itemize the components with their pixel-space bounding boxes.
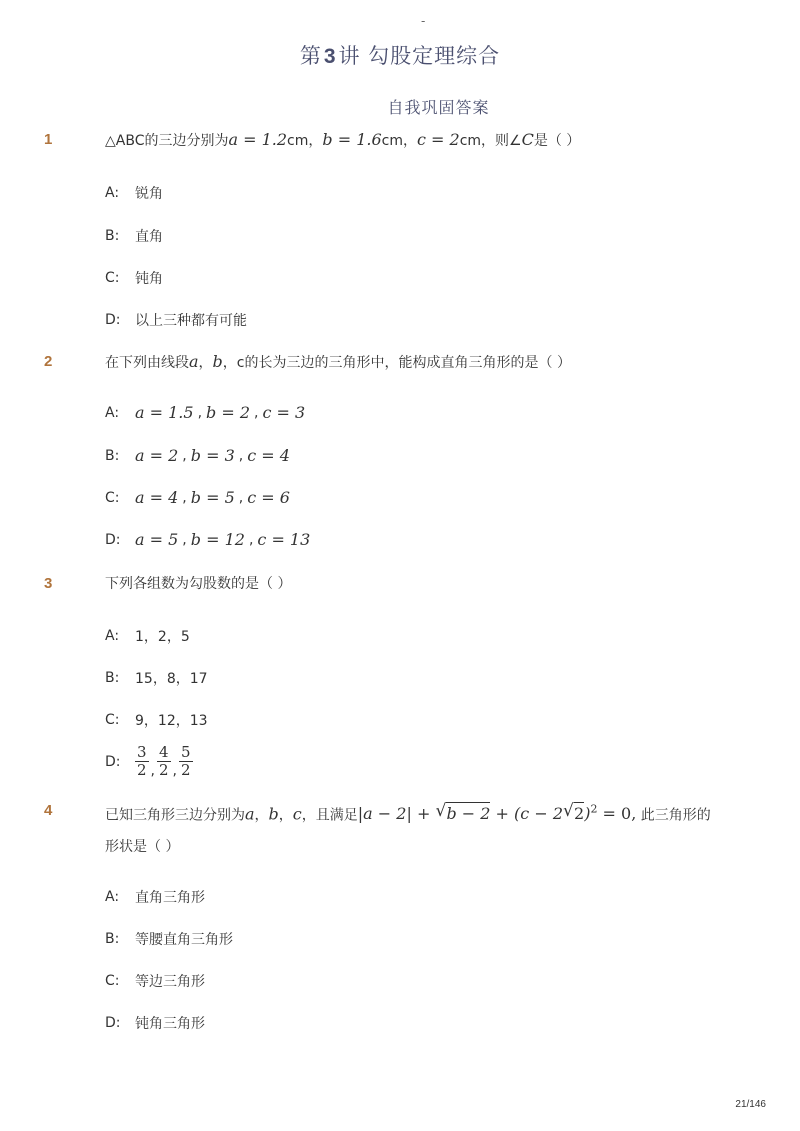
section-title: 自我巩固答案 xyxy=(387,98,490,117)
question-stem xyxy=(105,346,725,379)
option-d[interactable] xyxy=(105,1013,205,1033)
option-math: c = 4 xyxy=(247,446,290,465)
option-letter: A: xyxy=(105,185,120,201)
title-suffix: 讲 勾股定理综合 xyxy=(338,44,501,68)
stem-math: c xyxy=(292,804,302,824)
option-letter: A: xyxy=(105,404,120,421)
option-math: b = 12 xyxy=(190,530,245,549)
question-number: 4 xyxy=(44,802,53,819)
stem-math: C xyxy=(521,130,534,149)
option-c[interactable]: C: a = 4 , b = 5 , c = 6 xyxy=(105,488,290,507)
header-mark: - xyxy=(421,14,426,28)
option-math: a = 1.5 xyxy=(135,403,194,422)
option-math: b = 5 xyxy=(190,488,235,507)
option-letter: A: xyxy=(105,889,120,905)
stem-math: a xyxy=(245,804,255,824)
option-text: 1，2，5 xyxy=(135,629,190,645)
option-text: 以上三种都有可能 xyxy=(135,313,247,329)
question-number: 3 xyxy=(44,575,53,592)
title-number: 3 xyxy=(323,45,337,68)
stem-math: b xyxy=(268,804,279,824)
fraction: $\frac{4}{2}$ xyxy=(159,743,169,779)
option-math: c = 3 xyxy=(262,403,306,422)
option-letter: D: xyxy=(105,531,121,548)
option-letter: C: xyxy=(105,973,120,989)
option-math: c = 6 xyxy=(247,488,290,507)
option-d[interactable]: D: $\frac{3}{2}$ , $\frac{4}{2}$ , $\frac{5}{2}$ xyxy=(105,743,191,779)
option-letter: B: xyxy=(105,228,120,244)
option-math: a = 4 xyxy=(135,488,179,507)
option-letter: D: xyxy=(105,753,121,770)
lecture-title xyxy=(0,40,800,70)
option-letter: C: xyxy=(105,712,120,728)
option-c[interactable] xyxy=(105,971,205,991)
option-text: 等腰直角三角形 xyxy=(135,932,233,948)
option-text: 钝角三角形 xyxy=(135,1016,205,1032)
stem-text: ， xyxy=(198,355,213,371)
stem-text: 在下列由线段 xyxy=(105,355,189,371)
option-letter: B: xyxy=(105,447,120,464)
option-letter: D: xyxy=(105,1015,121,1031)
stem-text: 是（ ） xyxy=(533,133,581,149)
option-c[interactable] xyxy=(105,268,163,288)
stem-text: ，c的长为三边的三角形中，能构成直角三角形的是（ ） xyxy=(222,355,571,371)
option-math: b = 3 xyxy=(190,446,235,465)
option-a[interactable] xyxy=(105,887,205,907)
option-b[interactable] xyxy=(105,226,163,246)
title-prefix: 第 xyxy=(299,44,322,68)
option-b[interactable] xyxy=(105,668,208,688)
option-math: a = 5 xyxy=(135,530,179,549)
option-letter: C: xyxy=(105,489,120,506)
option-a[interactable] xyxy=(105,183,163,203)
option-text: 钝角 xyxy=(135,271,163,287)
option-d[interactable]: D: a = 5 , b = 12 , c = 13 xyxy=(105,530,311,549)
question-number: 1 xyxy=(44,131,53,148)
option-text: 锐角 xyxy=(135,186,163,202)
option-d[interactable] xyxy=(105,310,247,330)
stem-math: c = 2 xyxy=(417,130,460,149)
option-text: 直角 xyxy=(135,229,163,245)
option-text: 等边三角形 xyxy=(135,974,205,990)
stem-text: ，且满足 xyxy=(301,807,358,824)
option-letter: C: xyxy=(105,270,120,286)
stem-text: cm， xyxy=(287,133,323,149)
option-text: 15，8，17 xyxy=(135,671,208,687)
option-text: 直角三角形 xyxy=(135,890,205,906)
option-math: a = 2 xyxy=(135,446,179,465)
stem-math: a = 1.2 xyxy=(228,130,288,149)
option-b[interactable]: B: a = 2 , b = 3 , c = 4 xyxy=(105,446,290,465)
question-stem xyxy=(105,124,725,157)
page-number: 21/146 xyxy=(735,1099,766,1110)
option-c[interactable] xyxy=(105,710,208,730)
option-math: b = 2 xyxy=(206,403,251,422)
stem-text: 已知三角形三边分别为 xyxy=(105,807,245,824)
option-text: 9，12，13 xyxy=(135,713,208,729)
stem-math: b = 1.6 xyxy=(322,130,382,149)
fraction: $\frac{5}{2}$ xyxy=(181,743,191,779)
option-letter: B: xyxy=(105,931,120,947)
stem-text: cm， xyxy=(381,133,417,149)
option-a[interactable] xyxy=(105,626,190,646)
option-math: c = 13 xyxy=(257,530,311,549)
option-letter: B: xyxy=(105,670,120,686)
option-letter: D: xyxy=(105,312,121,328)
equation: |a − 2| + √ b − 2 + (c − 2√ 2)$^2$ = 0, xyxy=(358,804,637,823)
stem-math: a xyxy=(189,352,199,371)
option-b[interactable] xyxy=(105,929,233,949)
stem-text: 此三角形的 xyxy=(636,807,711,824)
option-letter: A: xyxy=(105,628,120,644)
stem-math: b xyxy=(212,352,223,371)
fraction: $\frac{3}{2}$ xyxy=(137,743,147,779)
stem-text: 形状是（ ） xyxy=(105,839,180,856)
option-a[interactable]: A: a = 1.5 , b = 2 , c = 3 xyxy=(105,403,306,422)
question-stem: 已知三角形三边分别为a，b，c，且满足|a − 2| + √ b − 2 + (c − 2√ 2)$^2$ = 0, 此三角形的 形状是（ ） xyxy=(105,794,745,863)
question-stem: 下列各组数为勾股数的是（ ） xyxy=(105,576,292,592)
question-number: 2 xyxy=(44,353,53,370)
stem-text: △ABC的三边分别为 xyxy=(105,133,229,149)
stem-text: cm，则∠ xyxy=(459,133,522,149)
